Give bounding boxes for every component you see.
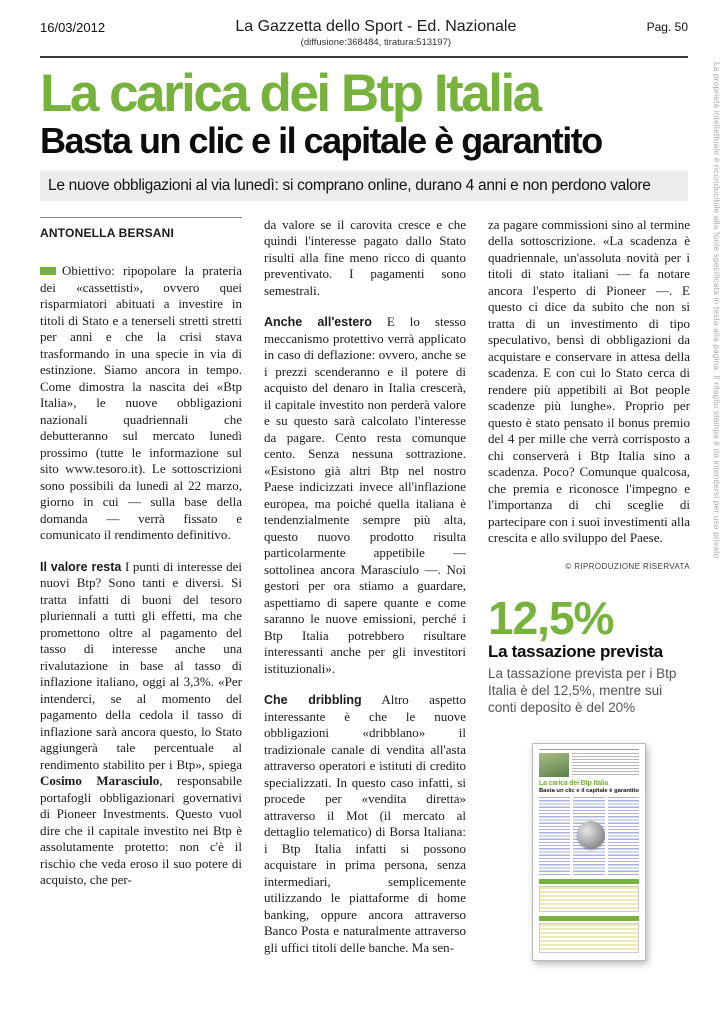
publication-block bbox=[235, 18, 516, 48]
thumb-top-row bbox=[539, 753, 639, 777]
copyright-notice: © RIPRODUZIONE RISERVATA bbox=[565, 561, 690, 571]
paragraph-lead: Il valore resta bbox=[40, 559, 122, 574]
thumb-table-header-bar bbox=[539, 879, 639, 884]
thumb-text-column bbox=[608, 797, 639, 875]
clipping-date: 16/03/2012 bbox=[40, 20, 106, 35]
column-1 bbox=[40, 217, 242, 961]
paragraph: da valore se il carovita cresce e che quindi l'interesse pagato dallo Stato risulti alla fine meno ricco di quanto preventivato. I pagamenti sono semestrali. bbox=[264, 216, 466, 298]
paragraph: za pagare commissioni sino al termine della sottoscrizione. «La scadenza è quadriennale, un'assoluta novità per i titoli di stato italiani — fa notare ancora l'esperto di Pioneer —. E questo ci dice da subito che non si tratta di un investimento di tipo speculativo, bensì di obbligazioni da acquistare e conservare in attesa della scadenza. E con cui lo Stato cerca di rendere più appetibili ai Bot people scadenze più lunghe». Proprio per questo è stato pensato il bonus premio del 4 per mille che verrà corrisposto a chi conserverà i Btp Italia sino a scadenza. Poco? Comunque qualcosa, che premia e riconosce l'impegno e l'importanza di chi sceglie di partecipare con i suoi investimenti alla crescita e allo sviluppo del Paese. bbox=[488, 216, 690, 546]
tax-box-title: La tassazione prevista bbox=[488, 642, 663, 662]
clipping-header bbox=[40, 18, 688, 58]
paragraph bbox=[40, 559, 242, 889]
publication-circulation: (diffusione:368484, tiratura:513197) bbox=[300, 37, 452, 48]
paragraph-lead: Che dribbling bbox=[264, 693, 362, 708]
article-standfirst: Le nuove obbligazioni al via lunedì: si comprano online, durano 4 anni e non perdono valore bbox=[40, 171, 688, 201]
paragraph bbox=[40, 263, 242, 544]
thumb-body-columns bbox=[539, 797, 639, 875]
rights-disclaimer-vertical: La proprietà intellettuale è riconducibile alla fonte specificata in testa alla pagina. Il ritaglio stampa è da intendersi per uso privato bbox=[712, 62, 721, 559]
byline: ANTONELLA BERSANI bbox=[40, 217, 242, 242]
tax-stat-box bbox=[488, 592, 690, 716]
page-number: Pag. 50 bbox=[646, 20, 688, 34]
thumb-header-rule bbox=[539, 749, 639, 750]
article-page-thumbnail bbox=[532, 743, 646, 961]
tax-box-text: La tassazione prevista per i Btp Italia è del 12,5%, mentre sui conti deposito è del 20% bbox=[488, 665, 677, 716]
article-headline: La carica dei Btp Italia bbox=[40, 64, 540, 123]
person-name: Cosimo Marasciulo bbox=[40, 773, 160, 789]
lead-bullet-icon bbox=[40, 267, 56, 275]
paragraph-lead: Anche all'estero bbox=[264, 315, 372, 330]
paragraph bbox=[264, 692, 466, 956]
thumb-intro-textlines bbox=[572, 753, 639, 777]
article-subheadline: Basta un clic e il capitale è garantito bbox=[40, 119, 602, 161]
paragraph-text: E lo stesso meccanismo protettivo verrà applicato in caso di deflazione: ovvero, anche se i prezzi scenderanno e il potere di acquisto del denaro in Italia crescerà, il capitale investito non perderà valore e su questo sarà calcolato l'interesse da pagare. Cento resta comunque cento. Senza nessuna sottrazione. «Esistono già altri Btp nel nostro Paese indicizzati invece all'inflazione europea, ma poiché quella italiana è tendenzialmente sempre più alta, questo nuovo prodotto risulta particolarmente appetibile — sottolinea ancora Marasciulo —. Noi gestori per ora stiamo a guardare, aspettiamo di sapere quante e come saranno le nuove emissioni, perché i Btp Italia potrebbero risultare interessanti anche per gli investitori istituzionali». bbox=[264, 314, 466, 676]
paragraph-text: I punti di interesse dei nuovi Btp? Sono tanti e diversi. Si tratta infatti di buoni del tesoro pluriennali a tutti gli effetti, ma che promettono oltre al pagamento del tasso di interesse anche una rivalutazione in base al tasso di inflazione italiano, oggi al 3,3%. «Per intenderci, se al momento del pagamento della cedola il tasso di inflazione sarà ancora questo, lo Stato aggiungerà tale percentuale al rendimento stabilito per i Btp», spiega bbox=[40, 558, 243, 772]
thumb-headline: La carica dei Btp Italia bbox=[539, 779, 609, 787]
thumb-subheadline: Basta un clic e il capitale è garantito bbox=[539, 788, 639, 795]
paragraph-text: Altro aspetto interessante è che le nuove obbligazioni «dribblano» il tradizionale canale di vendita all'asta attraverso operatori e istituti di credito specializzati. In questo caso infatti, si procede per «vendita diretta» attraverso il Mot (il mercato al dettaglio telematico) di Borsa Italiana: i Btp Italia infatti si possono acquistare in prima persona, senza intermediari, semplicemente utilizzando le piattaforme di home banking, oppure ancora attraverso Banco Posta e naturalmente attraverso gli uffici titoli delle banche. Ma sen- bbox=[264, 692, 466, 955]
tax-rate-value: 12,5% bbox=[488, 592, 614, 645]
thumb-table-header-bar bbox=[539, 916, 639, 921]
paragraph-text: , responsabile portafogli obbligazionari governativi di Pioneer Investments. Questo vuol dire che il capitale investito nei Btp è assolutamente protetto: non c'è il rischio che veda eroso il suo potere di acquisto, che per- bbox=[40, 773, 242, 888]
thumb-table-rows bbox=[539, 886, 639, 912]
column-3 bbox=[488, 217, 690, 961]
column-2 bbox=[264, 217, 466, 961]
thumb-photo bbox=[539, 753, 569, 777]
paragraph-text: Obiettivo: ripopolare la prateria dei «cassettisti», ovvero quei risparmiatori abituati a investire in titoli di Stato e a tenerseli stretti stretti per anni e che la crisi stava trasformando in una specie in via di estinzione. Siamo ancora in tempo. Come dimostra la nascita dei «Btp Italia», le nuove obbligazioni nazionali quadriennali che debutteranno sul mercato lunedì prossimo (tutte le informazione sul sito www.tesoro.it). Le sottoscrizioni sono possibili da lunedì al 22 marzo, giorno in cui — sulla base della domanda — verrà fissato e comunicato il rendimento definitivo. bbox=[40, 263, 242, 543]
article-columns bbox=[40, 217, 688, 961]
thumb-text-column bbox=[539, 797, 570, 875]
thumb-table-rows bbox=[539, 923, 639, 953]
publication-title: La Gazzetta dello Sport - Ed. Nazionale bbox=[235, 18, 517, 35]
paragraph bbox=[264, 314, 466, 677]
